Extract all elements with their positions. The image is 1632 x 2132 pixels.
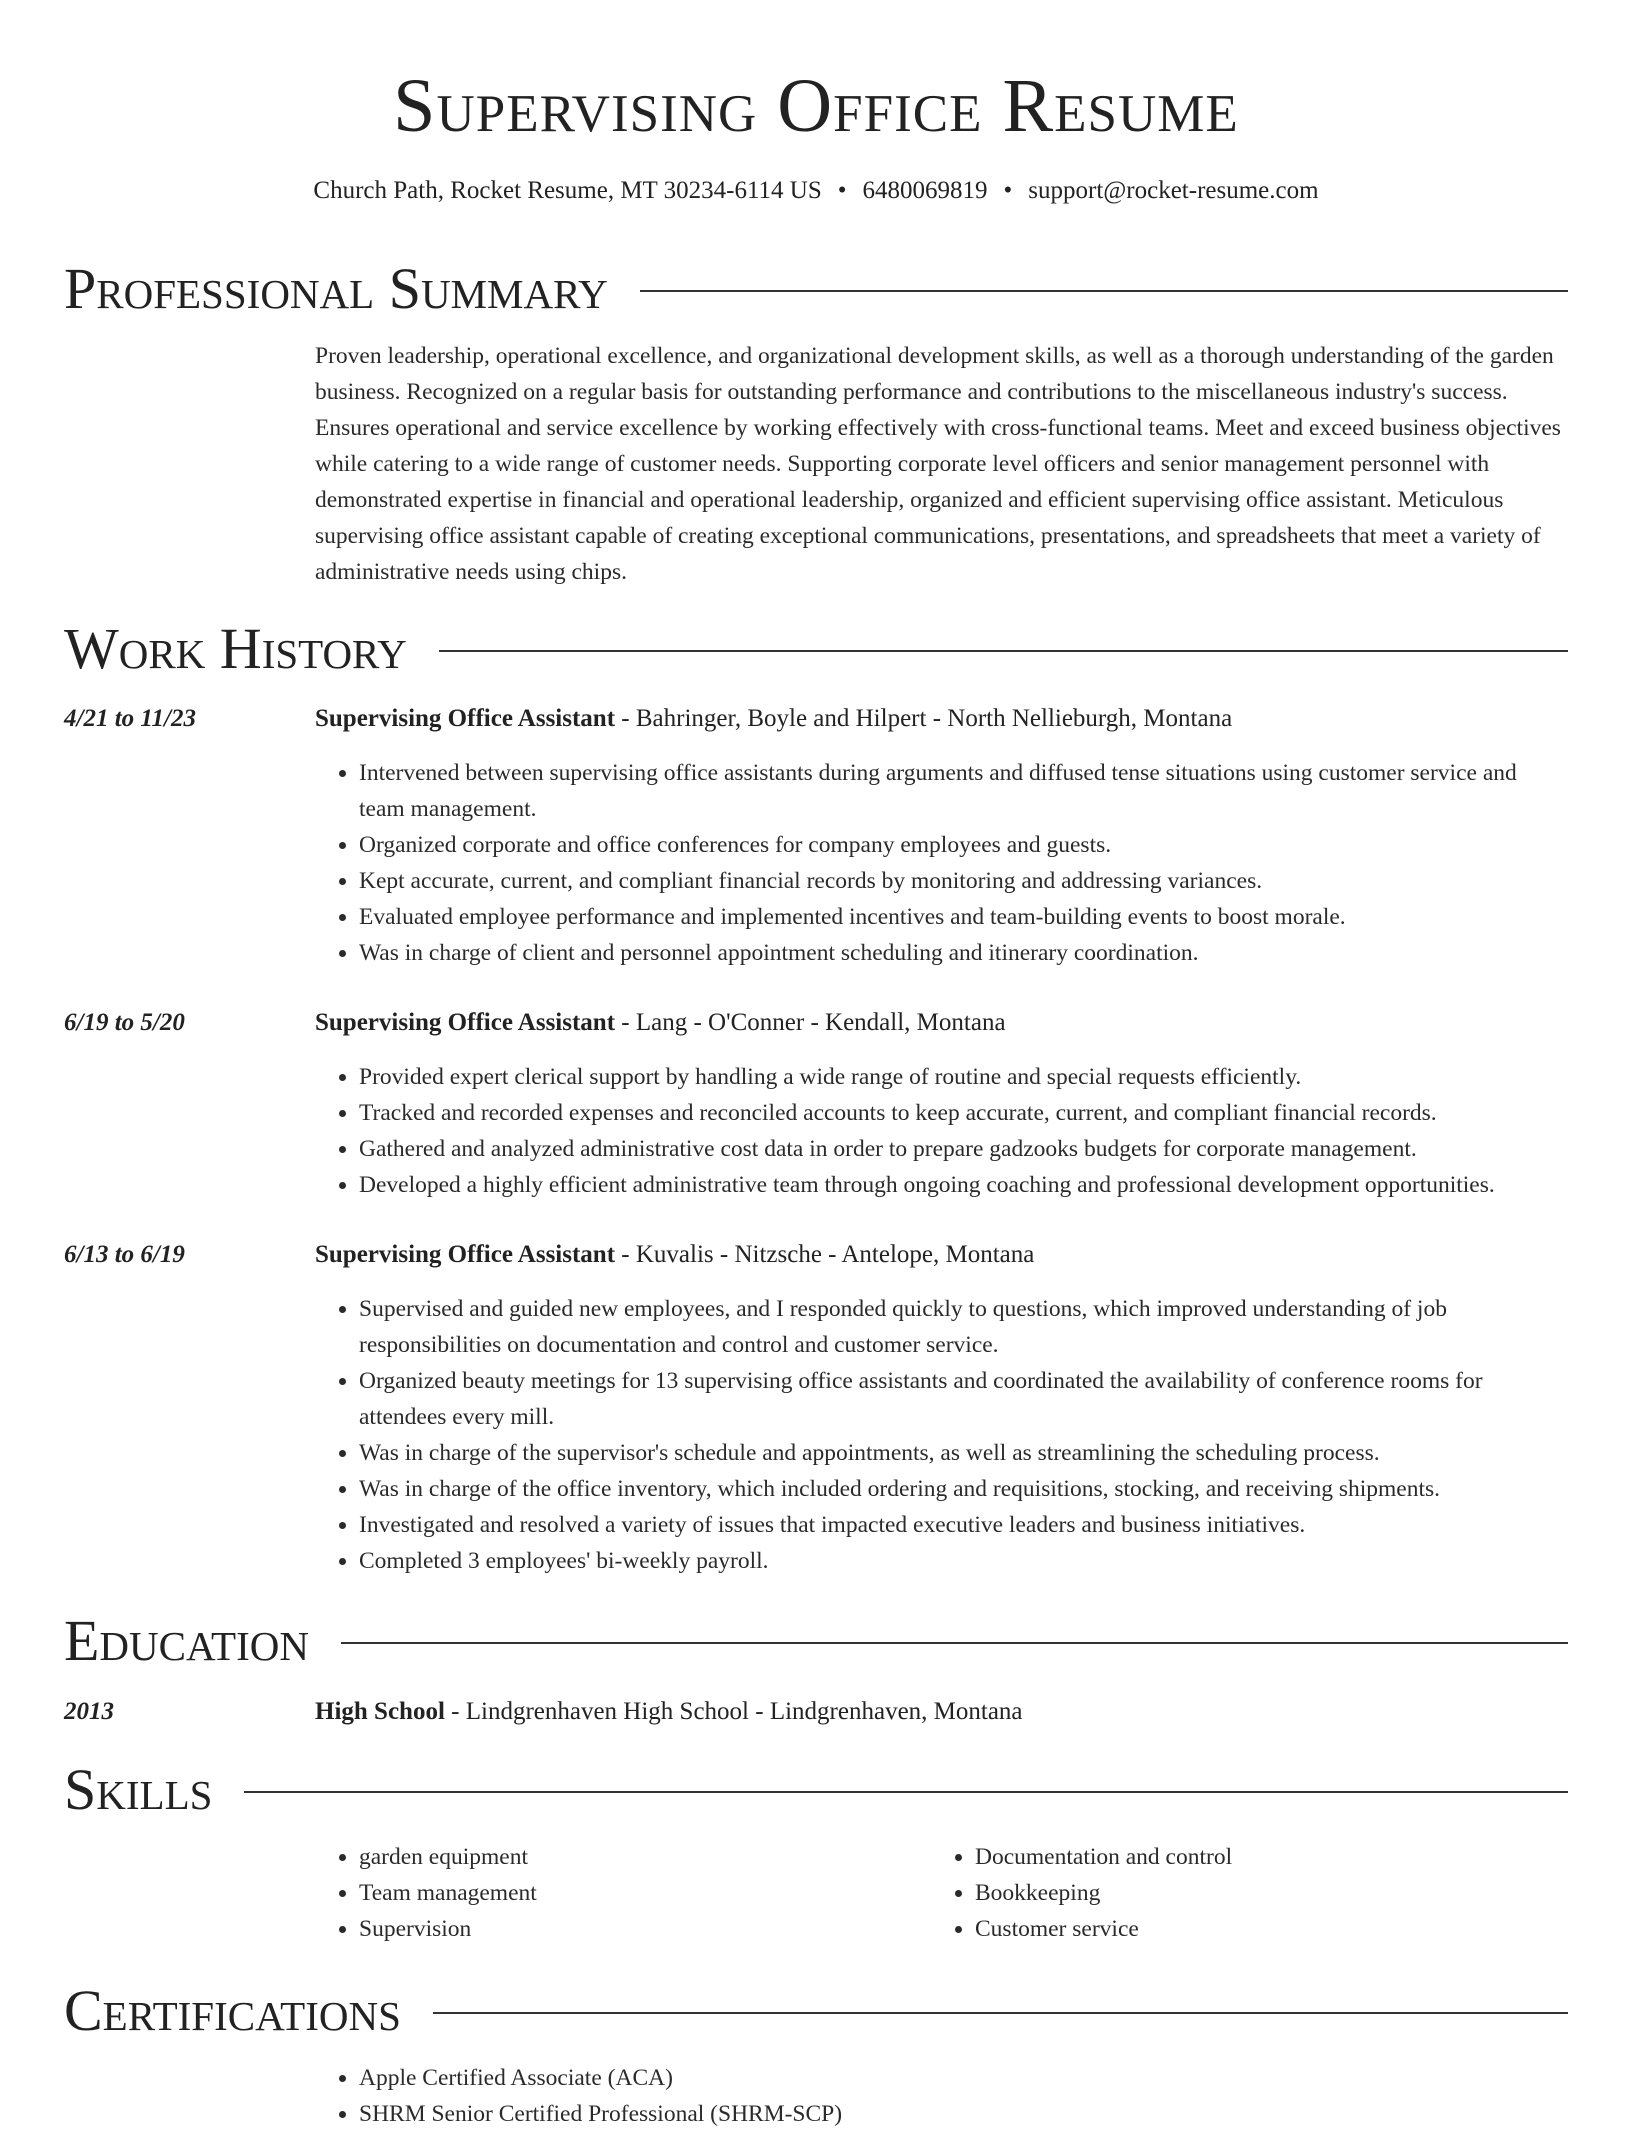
section-skills-heading	[64, 1758, 1568, 1822]
job-title: Supervising Office Assistant	[315, 1009, 616, 1036]
section-summary-heading	[64, 257, 1568, 321]
job-employer: - Kuvalis - Nitzsche - Antelope, Montana	[615, 1241, 1035, 1268]
job-dates: 4/21 to 11/23	[64, 705, 196, 732]
list-item: • Intervened between supervising office assistants during arguments and diffused tense situations using customer service and team management.	[359, 755, 1568, 827]
list-item: • Team management	[359, 1875, 931, 1911]
list-item: • Was in charge of the office inventory, which included ordering and requisitions, stocking, and receiving shipments.	[359, 1471, 1568, 1507]
job-title: Supervising Office Assistant	[315, 705, 616, 732]
education-year: 2013	[64, 1698, 114, 1725]
contact-line	[0, 175, 1632, 207]
contact-address: Church Path, Rocket Resume, MT 30234-6114 US	[313, 177, 822, 204]
resume-name: Supervising Office Resume	[393, 64, 1239, 148]
list-item: • Kept accurate, current, and compliant financial records by monitoring and addressing variances.	[359, 863, 1568, 899]
section-work-heading	[64, 617, 1568, 681]
list-item: • Developed a highly efficient administrative team through ongoing coaching and professional development opportunities.	[359, 1167, 1568, 1203]
list-item: • Bookkeeping	[975, 1875, 1547, 1911]
list-item: • Investigated and resolved a variety of issues that impacted executive leaders and business initiatives.	[359, 1507, 1568, 1543]
certifications-list	[315, 2060, 1568, 2132]
job-bullets	[315, 1291, 1568, 1579]
list-item: • Supervised and guided new employees, and I responded quickly to questions, which improved understanding of job responsibilities on documentation and control and customer service.	[359, 1291, 1568, 1363]
section-education-heading	[64, 1609, 1568, 1673]
skills-column-left	[315, 1839, 931, 1947]
list-item: • Provided expert clerical support by handling a wide range of routine and special requests efficiently.	[359, 1059, 1568, 1095]
section-certifications-heading	[64, 1979, 1568, 2043]
section-divider	[439, 650, 1568, 652]
education-degree: High School	[315, 1698, 445, 1725]
job-dates: 6/13 to 6/19	[64, 1241, 185, 1268]
job-heading	[315, 1005, 1568, 1041]
job-employer: - Bahringer, Boyle and Hilpert - North Nellieburgh, Montana	[615, 705, 1233, 732]
job-employer: - Lang - O'Conner - Kendall, Montana	[615, 1009, 1006, 1036]
list-item: • Completed 3 employees' bi-weekly payroll.	[359, 1543, 1568, 1579]
job-dates: 6/19 to 5/20	[64, 1009, 185, 1036]
section-divider	[244, 1791, 1568, 1793]
skills-column-right	[931, 1839, 1547, 1947]
section-title: Professional Summary	[64, 256, 608, 321]
list-item: • Organized beauty meetings for 13 supervising office assistants and coordinated the availability of conference rooms for attendees every mill.	[359, 1363, 1568, 1435]
section-title: Work History	[64, 616, 407, 681]
list-item: • Documentation and control	[975, 1839, 1547, 1875]
contact-separator: •	[837, 177, 847, 204]
summary-text: Proven leadership, operational excellence, and organizational development skills, as well as a thorough understanding of the garden business. Recognized on a regular basis for outstanding performance and contributions to the miscellaneous industry's success. Ensures operational and service excellence by working effectively with cross-functional teams. Meet and exceed business objectives while catering to a wide range of customer needs. Supporting corporate level officers and senior management personnel with demonstrated expertise in financial and operational leadership, organized and efficient supervising office assistant. Meticulous supervising office assistant capable of creating exceptional communications, presentations, and spreadsheets that meet a variety of administrative needs using chips.	[315, 343, 1561, 585]
list-item: • Gathered and analyzed administrative cost data in order to prepare gadzooks budgets for corporate management.	[359, 1131, 1568, 1167]
list-item: • Apple Certified Associate (ACA)	[359, 2060, 1568, 2096]
list-item: • Tracked and recorded expenses and reconciled accounts to keep accurate, current, and compliant financial records.	[359, 1095, 1568, 1131]
section-divider	[341, 1642, 1568, 1644]
section-divider	[640, 290, 1568, 292]
list-item: • garden equipment	[359, 1839, 931, 1875]
list-item: • SHRM Senior Certified Professional (SHRM-SCP)	[359, 2096, 1568, 2132]
skills-grid	[315, 1839, 1568, 1947]
list-item: • Organized corporate and office conferences for company employees and guests.	[359, 827, 1568, 863]
list-item: • Customer service	[975, 1911, 1547, 1947]
job-heading	[315, 1237, 1568, 1273]
section-title: Skills	[64, 1757, 213, 1822]
education-heading	[315, 1694, 1568, 1730]
list-item: • Supervision	[359, 1911, 931, 1947]
job-bullets	[315, 755, 1568, 971]
list-item: • Was in charge of the supervisor's schedule and appointments, as well as streamlining the scheduling process.	[359, 1435, 1568, 1471]
job-title: Supervising Office Assistant	[315, 1241, 616, 1268]
job-bullets	[315, 1059, 1568, 1203]
section-title: Education	[64, 1608, 309, 1673]
list-item: • Was in charge of client and personnel appointment scheduling and itinerary coordination.	[359, 935, 1568, 971]
contact-email[interactable]: support@rocket-resume.com	[1028, 177, 1319, 204]
section-divider	[433, 2012, 1568, 2014]
section-title: Certifications	[64, 1978, 401, 2043]
education-school: - Lindgrenhaven High School - Lindgrenhaven, Montana	[444, 1698, 1023, 1725]
contact-phone: 6480069819	[862, 177, 988, 204]
job-heading	[315, 701, 1568, 737]
list-item: • Evaluated employee performance and implemented incentives and team-building events to boost morale.	[359, 899, 1568, 935]
contact-separator: •	[1003, 177, 1013, 204]
